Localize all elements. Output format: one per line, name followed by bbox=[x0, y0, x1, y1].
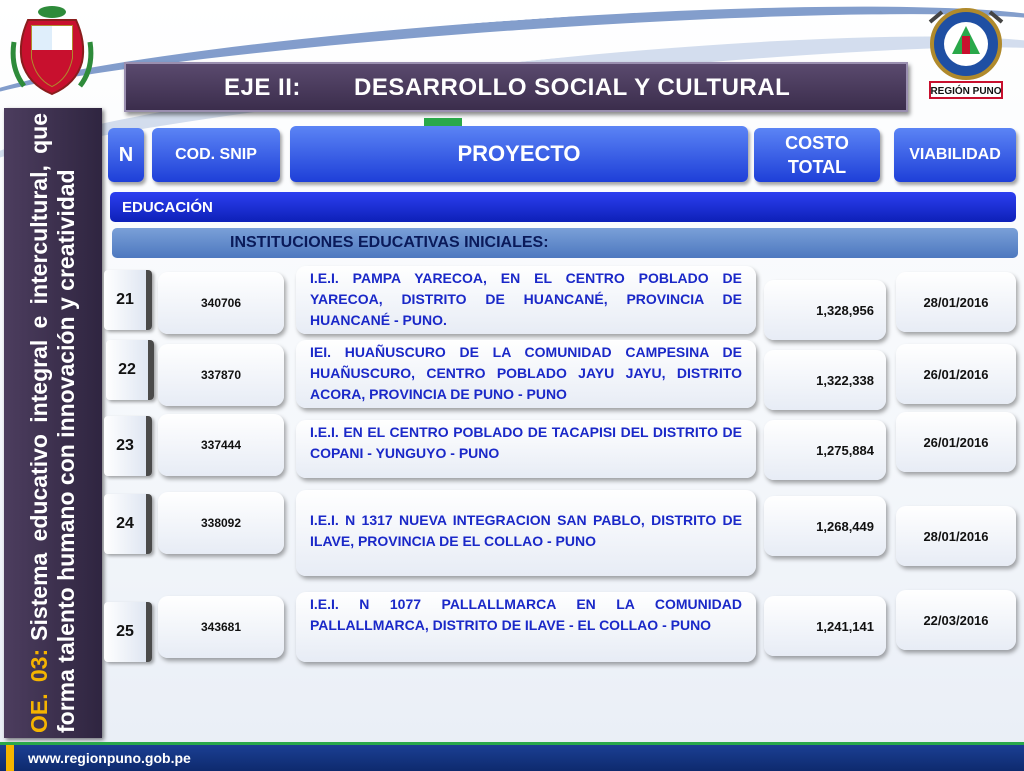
column-proyecto: PROYECTO bbox=[290, 126, 748, 182]
cost-value: 1,275,884 bbox=[764, 420, 886, 480]
cost-value: 1,328,956 bbox=[764, 280, 886, 340]
column-costo-total: COSTO TOTAL bbox=[754, 128, 880, 182]
footer-bar bbox=[0, 742, 1024, 771]
objective-code: OE. 03: bbox=[26, 648, 52, 733]
objective-panel bbox=[4, 108, 102, 738]
objective-description: Sistema educativo integral e intercultural, que forma talento humano con innovación y creatividad bbox=[26, 113, 79, 733]
viability-date: 28/01/2016 bbox=[896, 272, 1016, 332]
snip-code: 337870 bbox=[158, 344, 284, 406]
cost-value: 1,322,338 bbox=[764, 350, 886, 410]
row-number: 22 bbox=[106, 340, 154, 400]
snip-code: 337444 bbox=[158, 414, 284, 476]
project-description: I.E.I. N 1317 NUEVA INTEGRACION SAN PABLO, DISTRITO DE ILAVE, PROVINCIA DE EL COLLAO - PUNO bbox=[296, 490, 756, 576]
cost-value: 1,241,141 bbox=[764, 596, 886, 656]
viability-date: 28/01/2016 bbox=[896, 506, 1016, 566]
sector-band: EDUCACIÓN bbox=[110, 192, 1016, 222]
project-description: I.E.I. N 1077 PALLALLMARCA EN LA COMUNIDAD PALLALLMARCA, DISTRITO DE ILAVE - EL COLLAO - PUNO bbox=[296, 592, 756, 662]
accent-tab bbox=[424, 118, 462, 126]
viability-date: 26/01/2016 bbox=[896, 412, 1016, 472]
footer-accent bbox=[6, 745, 14, 771]
row-number: 25 bbox=[104, 602, 152, 662]
snip-code: 338092 bbox=[158, 492, 284, 554]
project-description: IEI. HUAÑUSCURO DE LA COMUNIDAD CAMPESINA DE HUAÑUSCURO, CENTRO POBLADO JAYU JAYU, DISTRITO ACORA, PROVINCIA DE PUNO - PUNO bbox=[296, 340, 756, 408]
column-cod-snip: COD. SNIP bbox=[152, 128, 280, 182]
region-puno-emblem-icon bbox=[916, 2, 1016, 106]
viability-date: 26/01/2016 bbox=[896, 344, 1016, 404]
row-number: 23 bbox=[104, 416, 152, 476]
page-title: DESARROLLO SOCIAL Y CULTURAL bbox=[354, 74, 791, 101]
viability-date: 22/03/2016 bbox=[896, 590, 1016, 650]
project-description: I.E.I. PAMPA YARECOA, EN EL CENTRO POBLADO DE YARECOA, DISTRITO DE HUANCANÉ, PROVINCIA DE HUANCANÉ - PUNO. bbox=[296, 266, 756, 334]
snip-code: 343681 bbox=[158, 596, 284, 658]
cost-value: 1,268,449 bbox=[764, 496, 886, 556]
eje-label: EJE II: bbox=[224, 74, 301, 101]
row-number: 21 bbox=[104, 270, 152, 330]
snip-code: 340706 bbox=[158, 272, 284, 334]
title-bar bbox=[124, 62, 908, 112]
subsector-band: INSTITUCIONES EDUCATIVAS INICIALES: bbox=[112, 228, 1018, 258]
footer-url[interactable]: www.regionpuno.gob.pe bbox=[28, 750, 191, 766]
project-description: I.E.I. EN EL CENTRO POBLADO DE TACAPISI DEL DISTRITO DE COPANI - YUNGUYO - PUNO bbox=[296, 420, 756, 478]
objective-text bbox=[26, 113, 80, 733]
region-label: REGIÓN PUNO bbox=[930, 86, 1002, 97]
peru-coat-of-arms-icon bbox=[8, 2, 96, 98]
row-number: 24 bbox=[104, 494, 152, 554]
column-n: N bbox=[108, 128, 144, 182]
column-viabilidad: VIABILIDAD bbox=[894, 128, 1016, 182]
